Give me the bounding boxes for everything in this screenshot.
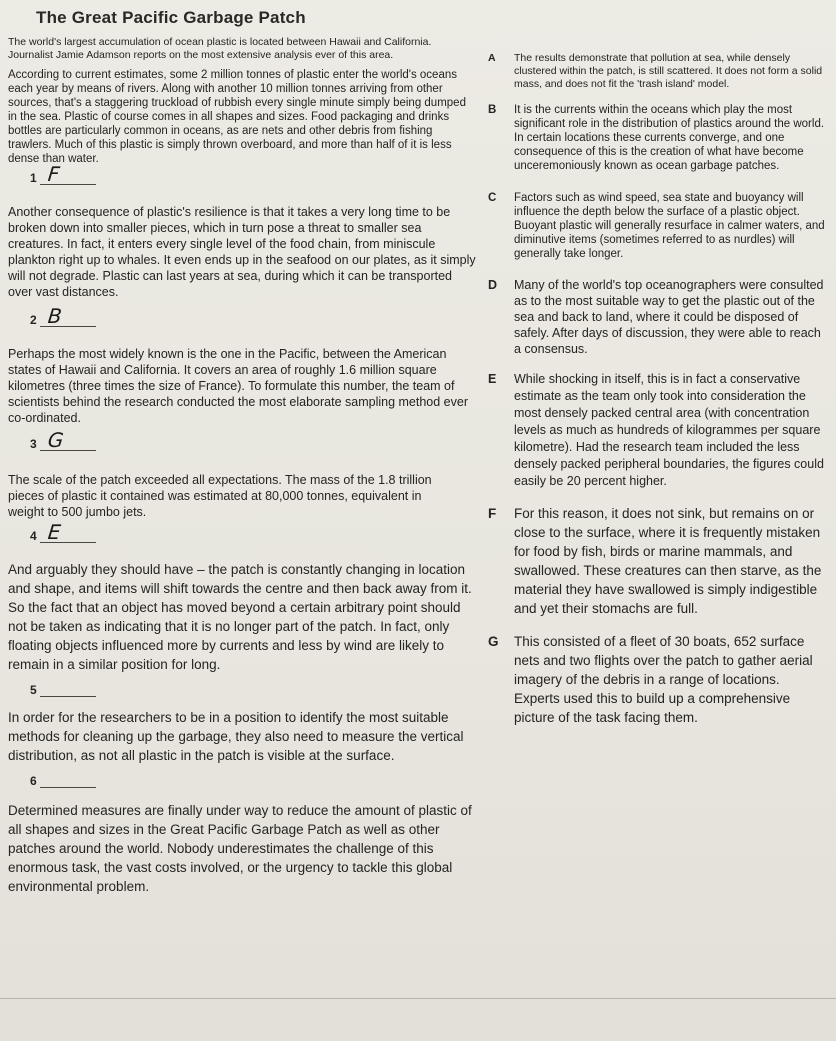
option-letter: D (488, 278, 498, 292)
option-text: Factors such as wind speed, sea state and buoyancy will influence the depth below the surface of a plastic object. Buoyant plastic will generally resurface in calmer waters, and diminutive items (sometimes referred to as nurdles) will generally take longer. (514, 192, 825, 260)
gap-number: 3 (30, 437, 37, 451)
gap-5[interactable] (8, 680, 478, 702)
answer-line (40, 787, 96, 788)
option-letter: F (488, 506, 497, 521)
option-text: While shocking in itself, this is in fact a conservative estimate as the team only took into consideration the most densely packed central area (with concentration levels as much as hundreds of kilogrammes per square kilometre). Had the research team included the less densely packed peripheral boundaries, the figures could easily be 20 percent higher. (514, 372, 824, 488)
paragraph-5: And arguably they should have – the patch is constantly changing in location and shape, and items will shift towards the centre and then back away from it. So the fact that an object has moved beyond a certain arbitrary point should not be taken as indicating that it is no longer part of the patch. In fact, only floating objects influenced more by currents and less by wind are likely to remain in a similar position for long. (8, 562, 472, 672)
option-letter: C (488, 192, 497, 204)
option-letter: E (488, 372, 497, 386)
gap-number: 6 (30, 774, 37, 788)
answer-line (40, 696, 96, 697)
option-a (490, 52, 825, 91)
handwritten-answer: G (46, 428, 65, 452)
gap-1[interactable] (8, 162, 478, 190)
option-letter: G (488, 634, 499, 649)
option-letter: B (488, 104, 497, 116)
paragraph-3: Perhaps the most widely known is the one in the Pacific, between the American states of Hawaii and California. It covers an area of roughly 1.6 million square kilometres (three times the size of France). To formulate this number, the team of scientists behind the research conducted the most elaborate sampling method ever co-ordinated. (8, 347, 468, 425)
page-edge-divider (0, 998, 836, 999)
gap-number: 1 (30, 171, 37, 185)
option-b (490, 103, 825, 173)
handwritten-answer: F (46, 162, 61, 186)
paragraph-7: Determined measures are finally under way to reduce the amount of plastic of all shapes and sizes in the Great Pacific Garbage Patch as well as other patches around the world. Nobody underestimates the challenge of this enormous task, the vast costs involved, or the urgency to tackle this global environmental problem. (8, 803, 472, 894)
article-column (8, 36, 478, 896)
gap-6[interactable] (8, 771, 478, 793)
gap-number: 4 (30, 529, 37, 543)
gap-2[interactable] (8, 304, 478, 332)
gap-4[interactable] (8, 520, 478, 548)
gap-3[interactable] (8, 428, 478, 456)
paragraph-2: Another consequence of plastic's resilience is that it takes a very long time to be broken down into smaller pieces, which in turn pose a threat to smaller sea creatures. In fact, it enters every single level of the food chain, from miniscule plankton right up to whales. It even ends up in the seafood on our plates, as it simply will not degrade. Plastic can last years at sea, during which it can be transported over vast distances. (8, 205, 476, 299)
gap-number: 2 (30, 313, 37, 327)
paragraph-1: According to current estimates, some 2 million tonnes of plastic enter the world's oceans each year by means of rivers. Along with another 10 million tonnes arriving from other sources, that's a staggering truckload of rubbish every single minute simply being dumped in the sea. Plastic of course comes in all shapes and sizes. Food packaging and drinks bottles are particularly common in oceans, as are nets and other debris from fishing trawlers. Much of this plastic is simply thrown overboard, and more than half of it is less dense than water. (8, 69, 466, 165)
option-text: Many of the world's top oceanographers were consulted as to the most suitable way to get the plastic out of the sea and back to land, where it could be disposed of safely. After days of discussion, they were able to reach a consensus. (514, 278, 824, 356)
page-title: The Great Pacific Garbage Patch (36, 8, 306, 27)
options-column (490, 52, 825, 727)
option-text: It is the currents within the oceans which play the most significant role in the distribution of plastics around the world. In certain locations these currents converge, and one consequence of this is the creation of what have become unceremoniously known as ocean garbage patches. (514, 104, 825, 172)
paragraph-6: In order for the researchers to be in a position to identify the most suitable methods for cleaning up the garbage, they also need to measure the vertical distribution, as not all plastic in the patch is visible at the surface. (8, 710, 464, 763)
intro-paragraph: The world's largest accumulation of ocean plastic is located between Hawaii and California. Journalist Jamie Adamson reports on the most extensive analysis ever of this area. (8, 36, 432, 61)
option-g (490, 632, 825, 727)
option-d (490, 277, 825, 357)
option-letter: A (488, 52, 496, 64)
paragraph-4: The scale of the patch exceeded all expectations. The mass of the 1.8 trillion pieces of plastic it contained was estimated at 80,000 tonnes, equivalent in weight to 500 jumbo jets. (8, 473, 432, 519)
handwritten-answer: E (46, 520, 62, 544)
handwritten-answer: B (46, 304, 63, 328)
option-f (490, 504, 825, 618)
option-c (490, 191, 825, 261)
option-text: For this reason, it does not sink, but remains on or close to the surface, where it is frequently mistaken for food by fish, birds or marine mammals, and swallowed. These creatures can then starve, as the material they have swallowed is simply indigestible and yet their stomachs are full. (514, 506, 822, 616)
option-text: The results demonstrate that pollution at sea, while densely clustered within the patch, is still scattered. It does not form a solid mass, and does not fit the 'trash island' model. (514, 52, 823, 90)
option-text: This consisted of a fleet of 30 boats, 652 surface nets and two flights over the patch to gather aerial imagery of the debris in a range of locations. Experts used this to build up a comprehensive picture of the task facing them. (514, 634, 813, 725)
gap-number: 5 (30, 683, 37, 697)
option-e (490, 371, 825, 490)
